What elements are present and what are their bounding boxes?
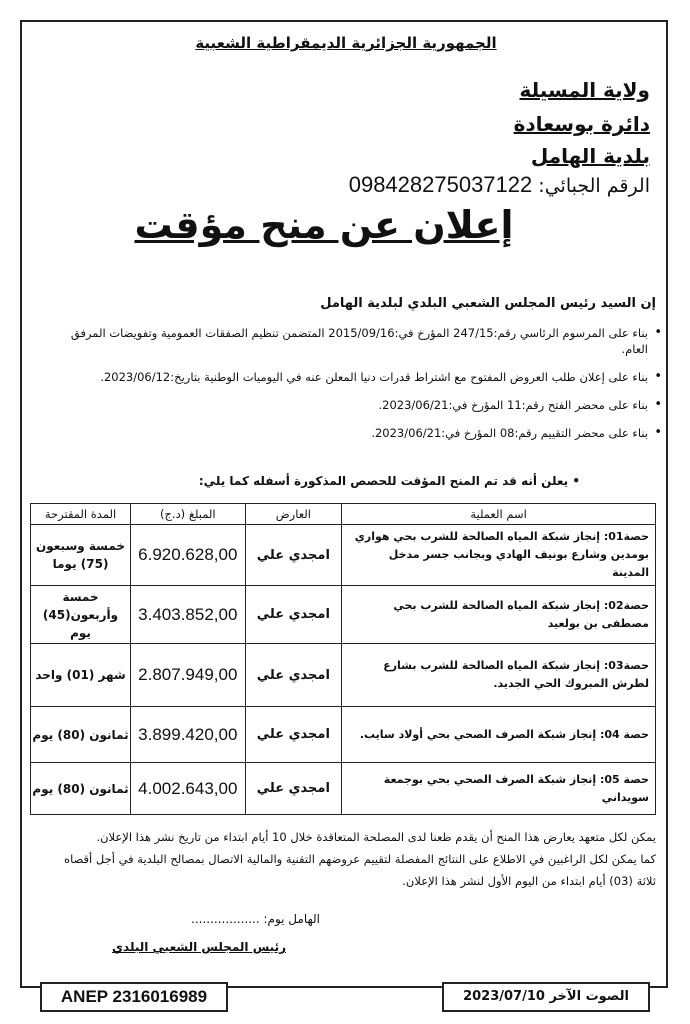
table-row bbox=[31, 586, 656, 644]
cell-amount: 6.920.628,00 bbox=[131, 525, 245, 586]
intro-statement: إن السيد رئيس المجلس الشعبي البلدي لبلدية الهامل bbox=[320, 296, 656, 311]
cell-operation: حصة 04: إنجاز شبكة الصرف الصحي بحي أولاد سايب. bbox=[342, 707, 656, 763]
consultation-notice: كما يمكن لكل الراغبين في الاطلاع على النتائج المفصلة لتقييم عروضهم التقنية والمالية الاتصال بمصالح البلدية في أجل أقصاه ثلاثة (03) أيام ابتداء من اليوم الأول لنشر هذا الإعلان. bbox=[64, 852, 656, 888]
award-table bbox=[30, 503, 656, 815]
cell-operation: حصة02: إنجاز شبكة المياه الصالحة للشرب بحي مصطفى بن بولعيد bbox=[342, 586, 656, 644]
legal-basis-item: • بناء على إعلان طلب العروض المفتوح مع اشتراط قدرات دنيا المعلن عنه في اليوميات الوطنية بتاريخ:2023/06/12. bbox=[64, 369, 664, 385]
announcement-title: إعلان عن منح مؤقت bbox=[134, 203, 514, 247]
commune-line: بلدية الهامل bbox=[530, 144, 650, 168]
wilaya-line: ولاية المسيلة bbox=[519, 78, 650, 102]
cell-bidder: امجدي علي bbox=[245, 586, 342, 644]
republic-heading: الجمهورية الجزائرية الديمقراطية الشعبية bbox=[195, 34, 497, 52]
appeal-notice: يمكن لكل متعهد يعارض هذا المنح أن يقدم طعنا لدى المصلحة المتعاقدة خلال 10 أيام ابتداء من تاريخ نشر هذا الإعلان. bbox=[96, 830, 656, 844]
cell-bidder: امجدي علي bbox=[245, 644, 342, 707]
cell-amount: 2.807.949,00 bbox=[131, 644, 245, 707]
table-row bbox=[31, 644, 656, 707]
cell-operation: حصة03: إنجاز شبكة المياه الصالحة للشرب بشارع لطرش المبروك الحي الجديد. bbox=[342, 644, 656, 707]
daira-line: دائرة بوسعادة bbox=[513, 112, 650, 136]
notice-block bbox=[56, 826, 656, 892]
legal-basis-item: • بناء على محضر التقييم رقم:08 المؤرخ في:2023/06/21. bbox=[64, 425, 664, 441]
cell-bidder: امجدي علي bbox=[245, 707, 342, 763]
table-row bbox=[31, 525, 656, 586]
cell-duration: خمسة وسبعون (75) يوما bbox=[31, 525, 131, 586]
cell-operation: حصة01: إنجاز شبكة المياه الصالحة للشرب بحي هواري بومدين وشارع بونيف الهادي وبجانب جسر مدخل المدينة bbox=[342, 525, 656, 586]
anep-reference: ANEP 2316016989 bbox=[40, 982, 228, 1012]
cell-amount: 3.403.852,00 bbox=[131, 586, 245, 644]
tax-id-row bbox=[349, 172, 650, 198]
header-bidder: العارض bbox=[245, 504, 342, 525]
cell-duration: شهر (01) واحد bbox=[31, 644, 131, 707]
legal-basis-item: • بناء على محضر الفتح رقم:11 المؤرخ في:2023/06/21. bbox=[64, 397, 664, 413]
table-header-row bbox=[31, 504, 656, 525]
cell-duration: ثمانون (80) يوم bbox=[31, 707, 131, 763]
cell-duration: خمسة وأربعون(45) يوم bbox=[31, 586, 131, 644]
tax-label: الرقم الجبائي: bbox=[538, 175, 650, 197]
cell-bidder: امجدي علي bbox=[245, 525, 342, 586]
cell-operation: حصة 05: إنجاز شبكة الصرف الصحي بحي بوجمعة سويداني bbox=[342, 763, 656, 815]
cell-amount: 4.002.643,00 bbox=[131, 763, 245, 815]
signatory-title: رئيس المجلس الشعبي البلدي bbox=[112, 940, 286, 954]
tax-number: 098428275037122 bbox=[348, 172, 533, 197]
signature-place-date: الهامل يوم: .................. bbox=[191, 912, 320, 926]
newspaper-reference: الصوت الآخر 2023/07/10 bbox=[442, 982, 650, 1012]
header-amount: المبلغ (د.ج) bbox=[131, 504, 245, 525]
legal-basis-list bbox=[64, 325, 664, 453]
legal-basis-item: • بناء على المرسوم الرئاسي رقم:247/15 المؤرخ في:2015/09/16 المتضمن تنظيم الصفقات العمومية وتفويضات المرفق العام. bbox=[64, 325, 664, 357]
cell-bidder: امجدي علي bbox=[245, 763, 342, 815]
table-row bbox=[31, 763, 656, 815]
table-row bbox=[31, 707, 656, 763]
award-statement: • يعلن أنه قد تم المنح المؤقت للحصص المذكورة أسفله كما يلي: bbox=[199, 474, 580, 488]
cell-amount: 3.899.420,00 bbox=[131, 707, 245, 763]
cell-duration: ثمانون (80) يوم bbox=[31, 763, 131, 815]
header-operation: اسم العملية bbox=[342, 504, 656, 525]
header-duration: المدة المقترحة bbox=[31, 504, 131, 525]
